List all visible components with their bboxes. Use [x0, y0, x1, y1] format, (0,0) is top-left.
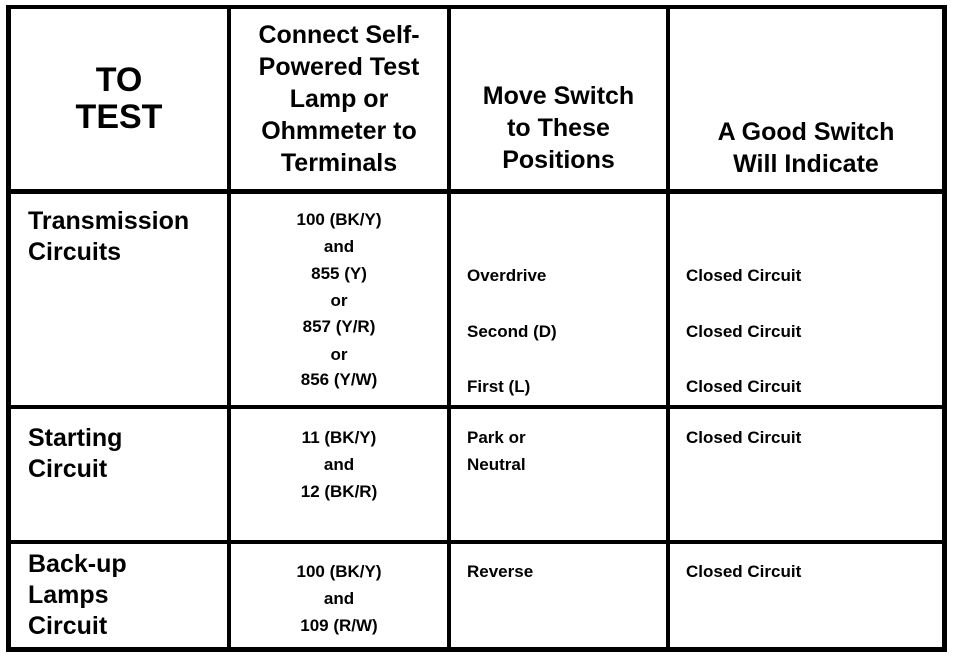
header-move-line: Move Switch [482, 82, 635, 110]
row-label-line: Circuit [28, 612, 108, 640]
terminal-line: 857 (Y/R) [302, 317, 376, 336]
terminal-line: or [330, 291, 348, 310]
row-label-transmission [11, 206, 227, 268]
header-move-line: Positions [502, 146, 615, 174]
row-label-line: Circuits [28, 238, 122, 266]
header-move-line: to These [507, 114, 610, 142]
row-divider [6, 405, 946, 409]
header-to-test [11, 9, 227, 189]
header-good-line: Will Indicate [733, 150, 879, 178]
row-label-backup [11, 549, 227, 642]
position-item: Second (D) [467, 322, 557, 341]
indication-item: Closed Circuit [686, 562, 802, 581]
position-item: Overdrive [467, 266, 547, 285]
row-label-line: Circuit [28, 455, 108, 483]
header-connect-line: Ohmmeter to [261, 117, 417, 145]
terminals-transmission [231, 206, 447, 393]
row-label-starting [11, 423, 227, 485]
row-label-line: Starting [28, 424, 123, 452]
indication-item: Closed Circuit [686, 322, 802, 341]
terminals-backup [231, 558, 447, 639]
indication-item: Closed Circuit [686, 266, 802, 285]
terminal-line: and [323, 237, 355, 256]
positions-starting [467, 424, 662, 478]
row-divider [6, 540, 946, 544]
header-connect-line: Terminals [280, 149, 398, 177]
indication-item: Closed Circuit [686, 428, 802, 447]
header-to-test-line: TO [95, 61, 143, 99]
terminal-line: and [323, 589, 355, 608]
header-good-switch [670, 100, 942, 189]
indication-item: Closed Circuit [686, 377, 802, 396]
header-move-switch [451, 60, 666, 189]
terminal-line: 100 (BK/Y) [296, 562, 382, 581]
terminal-line: and [323, 455, 355, 474]
terminal-line: 855 (Y) [311, 264, 367, 283]
table-border-bottom [6, 647, 946, 652]
position-item: Reverse [467, 562, 534, 581]
row-divider [6, 189, 946, 194]
positions-backup [467, 558, 662, 585]
indications-transmission [686, 262, 936, 400]
row-label-line: Lamps [28, 581, 109, 609]
row-label-line: Transmission [28, 207, 190, 235]
header-good-line: A Good Switch [717, 118, 895, 146]
terminal-line: or [330, 345, 348, 364]
terminal-line: 856 (Y/W) [300, 370, 378, 389]
header-connect [231, 9, 447, 189]
terminals-starting [231, 424, 447, 505]
header-connect-line: Lamp or [289, 85, 389, 113]
indications-starting [686, 424, 936, 451]
header-connect-line: Powered Test [258, 53, 420, 81]
positions-transmission [467, 262, 662, 400]
position-item: Neutral [467, 455, 526, 474]
row-label-line: Back-up [28, 550, 127, 578]
header-connect-line: Connect Self- [258, 21, 420, 49]
indications-backup [686, 558, 936, 585]
header-to-test-line: TEST [75, 98, 163, 136]
terminal-line: 100 (BK/Y) [296, 210, 382, 229]
terminal-line: 12 (BK/R) [300, 482, 378, 501]
position-item: First (L) [467, 377, 531, 396]
terminal-line: 11 (BK/Y) [301, 428, 377, 447]
position-item: Park or [467, 428, 526, 447]
terminal-line: 109 (R/W) [300, 616, 378, 635]
table-border-right [942, 5, 947, 652]
